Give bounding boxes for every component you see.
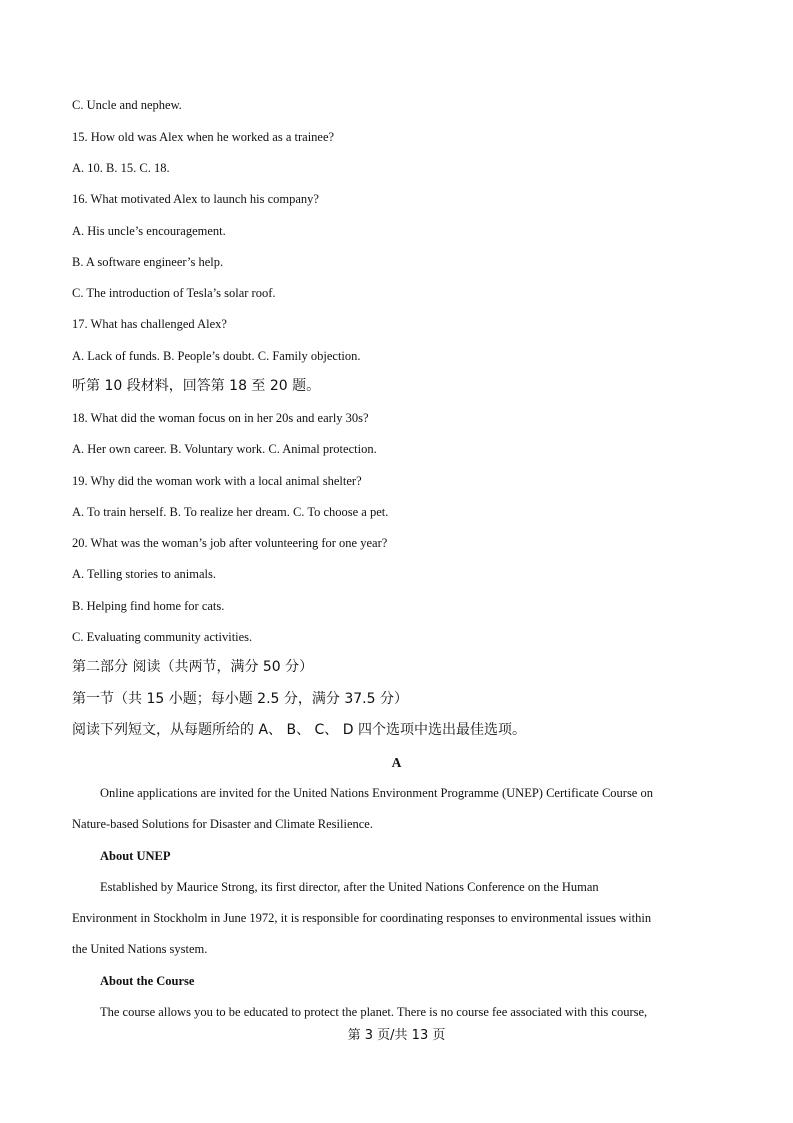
passage-paragraph-1-line-2: Nature-based Solutions for Disaster and Climate Resilience. [72, 817, 373, 831]
question-16: 16. What motivated Alex to launch his company? [72, 192, 319, 206]
options-17: A. Lack of funds. B. People’s doubt. C. Family objection. [72, 349, 361, 363]
option-20-c: C. Evaluating community activities. [72, 630, 253, 644]
question-15: 15. How old was Alex when he worked as a trainee? [72, 130, 335, 144]
passage-paragraph-1-line-1: Online applications are invited for the United Nations Environment Programme (UNEP) Certificate Course on [100, 786, 653, 800]
subheading-about-unep: About UNEP [100, 849, 171, 863]
question-20: 20. What was the woman’s job after volunteering for one year? [72, 536, 388, 550]
question-19: 19. Why did the woman work with a local animal shelter? [72, 474, 362, 488]
options-18: A. Her own career. B. Voluntary work. C. Animal protection. [72, 442, 377, 456]
options-15: A. 10. B. 15. C. 18. [72, 161, 170, 175]
question-18: 18. What did the woman focus on in her 20s and early 30s? [72, 411, 369, 425]
subheading-about-course: About the Course [100, 974, 195, 988]
passage-paragraph-2-line-2: Environment in Stockholm in June 1972, it is responsible for coordinating responses to environmental issues within [72, 911, 652, 925]
question-17: 17. What has challenged Alex? [72, 317, 227, 331]
section-one-heading: 第一节（共 15 小题；每小题 2.5 分，满分 37.5 分） [72, 691, 408, 707]
passage-a-title: A [391, 755, 402, 770]
section-heading-passage-10: 听第 10 段材料，回答第 18 至 20 题。 [72, 378, 321, 394]
option-16-a: A. His uncle’s encouragement. [72, 224, 226, 238]
reading-instruction: 阅读下列短文，从每题所给的 A、 B、 C、 D 四个选项中选出最佳选项。 [72, 722, 526, 738]
option-16-c: C. The introduction of Tesla’s solar roof. [72, 286, 276, 300]
option-20-b: B. Helping find home for cats. [72, 599, 225, 613]
part-two-heading: 第二部分 阅读（共两节，满分 50 分） [72, 659, 314, 675]
page-footer: 第 3 页/共 13 页 [347, 1028, 446, 1043]
line-c-uncle-nephew: C. Uncle and nephew. [72, 98, 182, 112]
passage-paragraph-2-line-1: Established by Maurice Strong, its first director, after the United Nations Conference on the Human [100, 880, 599, 894]
option-20-a: A. Telling stories to animals. [72, 567, 217, 581]
passage-paragraph-2-line-3: the United Nations system. [72, 942, 208, 956]
options-19: A. To train herself. B. To realize her dream. C. To choose a pet. [72, 505, 389, 519]
passage-paragraph-3-line-1: The course allows you to be educated to protect the planet. There is no course fee associated with this course, [100, 1005, 648, 1019]
option-16-b: B. A software engineer’s help. [72, 255, 224, 269]
